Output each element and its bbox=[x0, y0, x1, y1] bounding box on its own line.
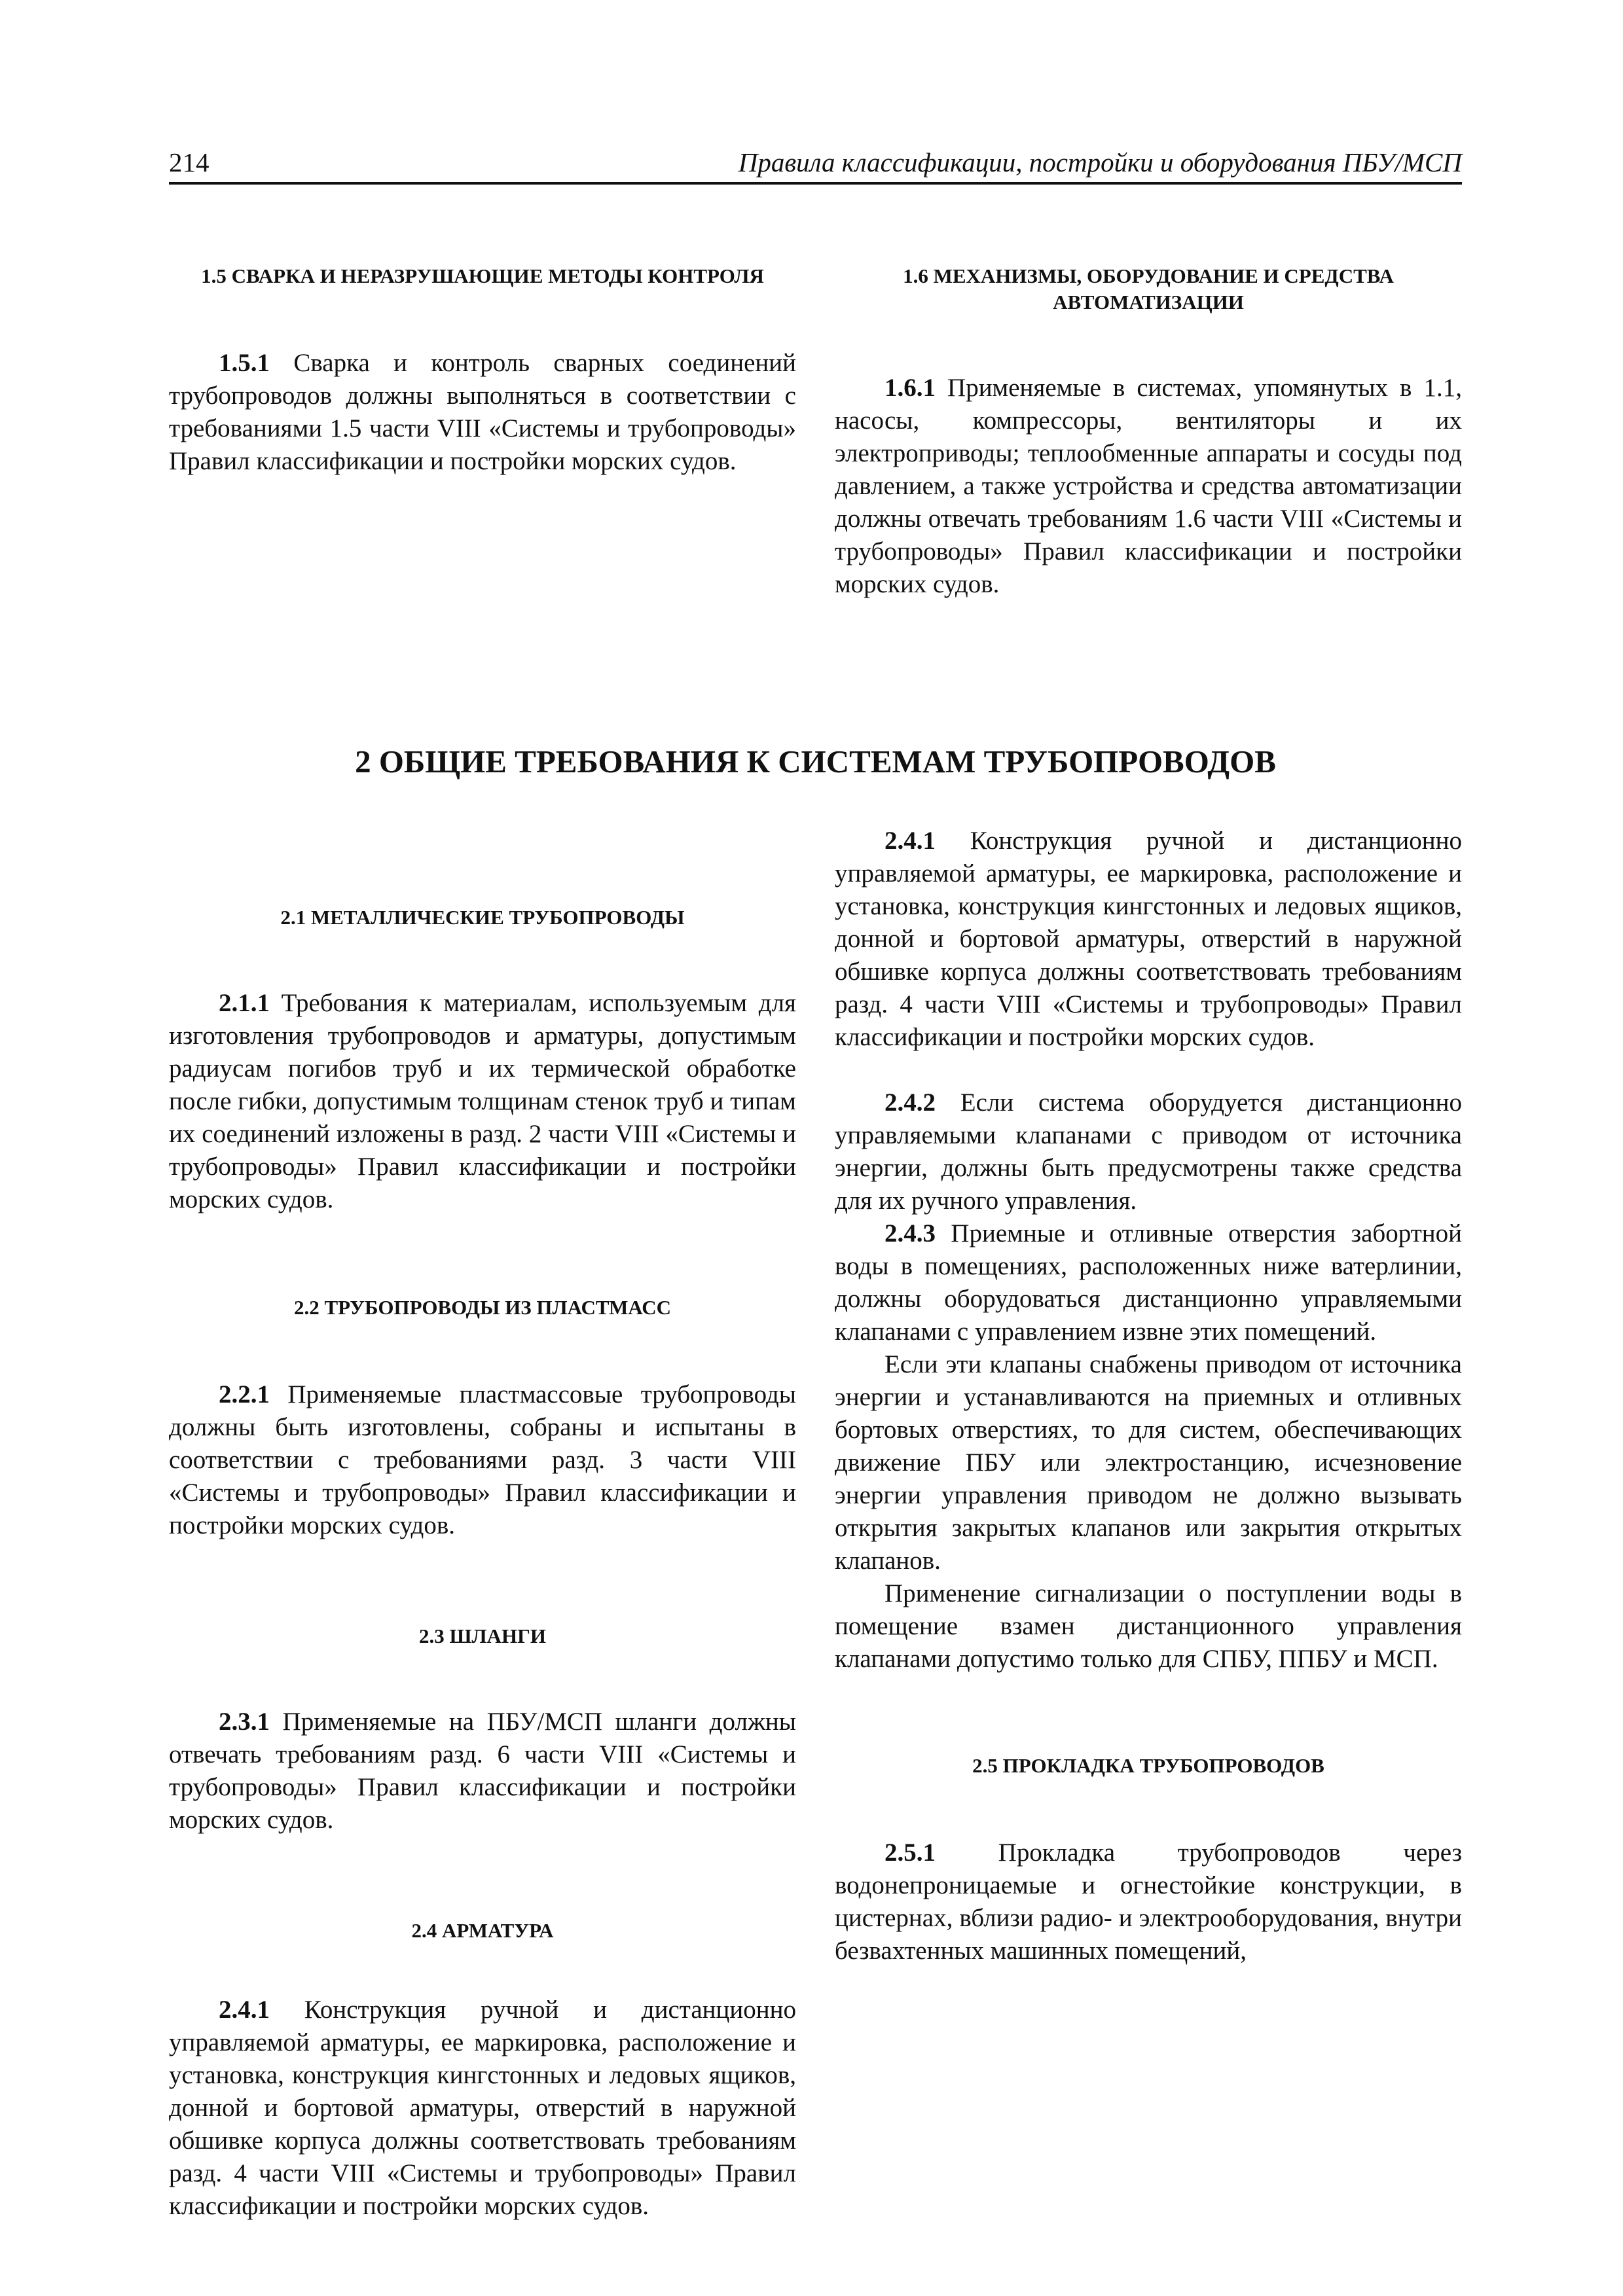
paragraph-text: Прокладка трубопроводов через водонепроницаемые и огнестойкие конструкции, в цистернах, вблизи радио- и электрооборудования, внутри безвахтенных машинных помещений, bbox=[835, 1839, 1462, 1965]
paragraph-2-1-1 bbox=[169, 987, 796, 1216]
paragraph-2-4-3-continued: Если эти клапаны снабжены приводом от источника энергии и устанавливаются на приемных и отливных бортовых отверстиях, то для систем, обеспечивающих движение ПБУ или электростанцию, исчезновение энергии управления приводом не должно вызывать открытия закрытых клапанов или закрытия открытых клапанов. bbox=[835, 1350, 1462, 1575]
section-1-5 bbox=[169, 263, 796, 478]
paragraph-text: Применяемые на ПБУ/МСП шланги должны отвечать требованиям разд. 6 части VIII «Системы и трубопроводы» Правил классификации и постройки морских судов. bbox=[169, 1708, 796, 1834]
paragraph-2-3-1 bbox=[169, 1706, 796, 1837]
paragraph-1-5-1 bbox=[169, 347, 796, 478]
heading-line: АВТОМАТИЗАЦИИ bbox=[1053, 291, 1244, 314]
paragraph-2-4-1-continued bbox=[835, 825, 1462, 1054]
paragraph-2-4-1-part2 bbox=[835, 827, 1462, 1086]
paragraph-text: Применяемые пластмассовые трубопроводы должны быть изготовлены, собраны и испытаны в соответствии с требованиями разд. 3 части VIII «Системы и трубопроводы» Правил классификации и постройки морских судов. bbox=[169, 1380, 796, 1539]
section-heading-2-2: 2.2 ТРУБОПРОВОДЫ ИЗ ПЛАСТМАСС bbox=[293, 1296, 672, 1319]
running-title: Правила классификации, постройки и оборудования ПБУ/МСП bbox=[738, 147, 1462, 177]
paragraph-2-4-3-signalling: Применение сигнализации о поступлении воды в помещение взамен дистанционного управления клапанами допустимо только для СПБУ, ППБУ и МСП. bbox=[835, 1579, 1462, 1673]
paragraph-2-4-1-part1 bbox=[169, 1994, 796, 2220]
chapter-heading: 2 ОБЩИЕ ТРЕБОВАНИЯ К СИСТЕМАМ ТРУБОПРОВОДОВ bbox=[355, 744, 1276, 780]
paragraph-text: Конструкция ручной и дистанционно управляемой арматуры, ее маркировка, расположение и установка, конструкция кингстонных и ледовых ящиков, донной и бортовой арматуры, отверстий в наружной обшивке корпуса должны соответствовать требованиям разд. 4 части VIII «Системы и трубопроводы» Правил классификации и постройки морских судов. bbox=[835, 827, 1462, 1051]
paragraph-2-5-1 bbox=[835, 1837, 1462, 1967]
paragraph-text: Применяемые в системах, упомянутых в 1.1, насосы, компрессоры, вентиляторы и их электроприводы; теплообменные аппараты и сосуды под давлением, а также устройства и средства автоматизации должны отвечать требованиям 1.6 части VIII «Системы и трубопроводы» Правил классификации и постройки морских судов. bbox=[835, 374, 1462, 598]
clause-number: 2.4.3 bbox=[884, 1219, 936, 1247]
paragraph-2-4-3 bbox=[835, 1217, 1462, 1348]
clause-number: 2.5.1 bbox=[884, 1839, 936, 1867]
clause-number: 2.1.1 bbox=[219, 989, 270, 1017]
clause-number: 2.4.1 bbox=[219, 1996, 270, 2024]
page-header bbox=[169, 143, 1462, 185]
paragraph-text: Требования к материалам, используемым для изготовления трубопроводов и арматуры, допустимым радиусам погибов труб и их термической обработке после гибки, допустимым толщинам стенок труб и типам их соединений изложены в разд. 2 части VIII «Системы и трубопроводы» Правил классификации и постройки морских судов. bbox=[169, 989, 796, 1213]
paragraph-2-4-2 bbox=[835, 1086, 1462, 1217]
clause-number: 1.5.1 bbox=[219, 349, 270, 377]
page-number: 214 bbox=[169, 147, 210, 177]
paragraph-text: Если система оборудуется дистанционно управляемыми клапанами с приводом от источника энергии, должны быть предусмотрены также средства для их ручного управления. bbox=[835, 1088, 1462, 1215]
left-column bbox=[169, 905, 796, 1944]
paragraph-text: Приемные и отливные отверстия забортной воды в помещениях, расположенных ниже ватерлинии, должны оборудоваться дистанционно управляемыми клапанами с управлением извне этих помещений. bbox=[835, 1219, 1462, 1346]
section-heading-2-4: 2.4 АРМАТУРА bbox=[411, 1919, 554, 1942]
section-1-6 bbox=[835, 263, 1462, 601]
paragraph-text: Конструкция ручной и дистанционно управляемой арматуры, ее маркировка, расположение и установка, конструкция кингстонных и ледовых ящиков, донной и бортовой арматуры, отверстий в наружной обшивке корпуса должны соответствовать требованиям разд. 4 части VIII «Системы и трубопроводы» Правил классификации и постройки морских судов. bbox=[169, 1996, 796, 2220]
paragraph-text: Сварка и контроль сварных соединений трубопроводов должны выполняться в соответствии с требованиями 1.5 части VIII «Системы и трубопроводы» Правил классификации и постройки морских судов. bbox=[169, 349, 796, 475]
paragraph-2-2-1 bbox=[169, 1378, 796, 1542]
clause-number: 2.4.2 bbox=[884, 1088, 936, 1117]
section-heading-2-3: 2.3 ШЛАНГИ bbox=[419, 1624, 546, 1647]
heading-line: 1.6 МЕХАНИЗМЫ, ОБОРУДОВАНИЕ И СРЕДСТВА bbox=[903, 264, 1394, 287]
clause-number: 2.4.1 bbox=[884, 827, 936, 855]
section-heading-2-1: 2.1 МЕТАЛЛИЧЕСКИЕ ТРУБОПРОВОДЫ bbox=[280, 906, 685, 929]
clause-number: 2.3.1 bbox=[219, 1708, 270, 1736]
paragraph-2-4-1 bbox=[169, 1994, 796, 2223]
section-heading-1-6 bbox=[835, 263, 1462, 315]
paragraph-1-6-1 bbox=[835, 372, 1462, 601]
clause-number: 1.6.1 bbox=[884, 374, 936, 402]
right-column bbox=[835, 1086, 1462, 1967]
clause-number: 2.2.1 bbox=[219, 1380, 270, 1408]
section-heading-1-5: 1.5 СВАРКА И НЕРАЗРУШАЮЩИЕ МЕТОДЫ КОНТРОЛЯ bbox=[201, 264, 764, 287]
section-heading-2-5: 2.5 ПРОКЛАДКА ТРУБОПРОВОДОВ bbox=[972, 1754, 1324, 1777]
